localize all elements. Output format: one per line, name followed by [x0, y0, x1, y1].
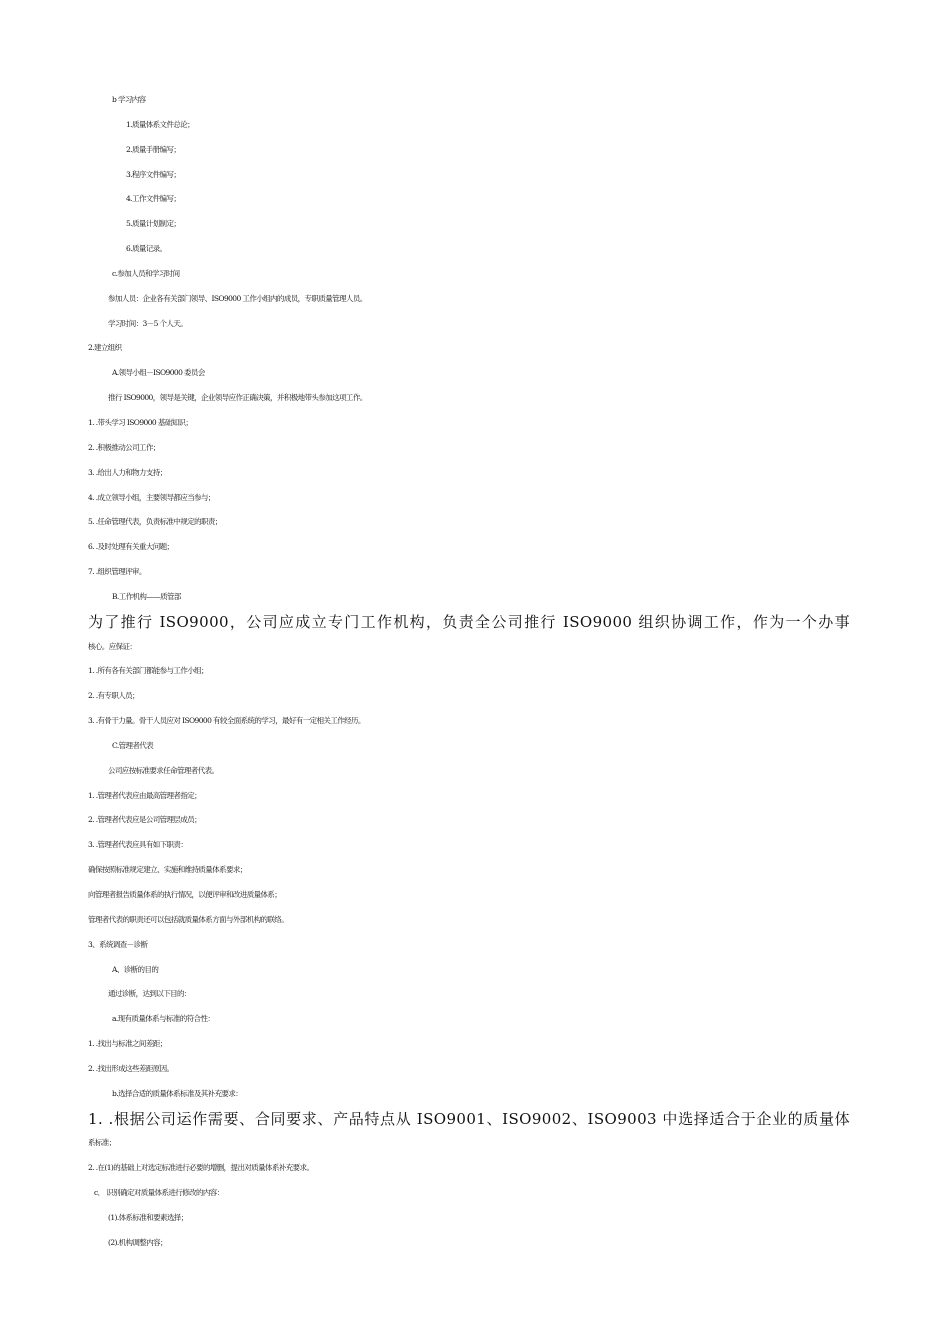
paragraph: 确保按照标准规定建立、实施和维持质量体系要求； — [88, 865, 247, 875]
list-item: 4. .成立领导小组，主要领导都应当参与； — [88, 492, 215, 502]
subsection-heading: c． 识别确定对质量体系进行修改的内容： — [94, 1188, 224, 1198]
paragraph: 公司应按标准要求任命管理者代表。 — [108, 765, 219, 775]
list-item: 1. .管理者代表应由最高管理者指定； — [88, 790, 202, 800]
section-heading: 3、系统调查－诊断 — [88, 939, 148, 949]
subsection-heading: c.参加人员和学习时间 — [112, 268, 180, 278]
subsection-heading: A、诊断的目的 — [112, 964, 159, 974]
list-item: 2. .有专职人员； — [88, 691, 139, 701]
list-item: 系标准； — [88, 1138, 116, 1148]
list-item: 2. .找出形成这些差距原因。 — [88, 1063, 174, 1073]
subsection-heading: a.现有质量体系与标准的符合性： — [112, 1014, 215, 1024]
subsection-heading: C.管理者代表 — [112, 740, 154, 750]
list-item: 2.质量手册编写； — [126, 144, 181, 154]
list-item: 2. .管理者代表应是公司管理层成员； — [88, 815, 202, 825]
list-item: 1.质量体系文件总论； — [126, 119, 195, 129]
list-item: 3.程序文件编写； — [126, 169, 181, 179]
list-item: 3. .管理者代表应具有如下职责： — [88, 840, 188, 850]
paragraph: 管理者代表的职责还可以包括就质量体系方面与外部机构的联络。 — [88, 914, 289, 924]
subsection-heading: b.选择合适的质量体系标准及其补充要求： — [112, 1088, 243, 1098]
list-item: 1. .所有各有关部门都能参与工作小组； — [88, 666, 208, 676]
paragraph: 学习时间：3－5 个人天。 — [108, 318, 188, 328]
section-heading: 2.建立组织 — [88, 343, 122, 353]
list-item: 6. .及时处理有关重大问题； — [88, 542, 174, 552]
list-item: 1. .带头学习 ISO9000 基础知识； — [88, 417, 193, 427]
paragraph: 核心。应保证： — [88, 641, 137, 651]
list-item: 2. .积极推动公司工作； — [88, 442, 160, 452]
subsection-heading: A.领导小组－ISO9000 委员会 — [112, 368, 205, 378]
paragraph: 为了推行 ISO9000，公司应成立专门工作机构，负责全公司推行 ISO9000 组织协调工作，作为一个办事 — [88, 612, 850, 631]
list-item: 4.工作文件编写； — [126, 194, 181, 204]
list-item: 1. .找出与标准之间差距； — [88, 1039, 167, 1049]
list-item: 3. .有骨干力量。骨干人员应对 ISO9000 有较全面系统的学习，最好有一定相关工作经历。 — [88, 716, 365, 726]
list-item: 1. .根据公司运作需要、合同要求、产品特点从 ISO9001、ISO9002、ISO9003 中选择适合于企业的质量体 — [88, 1109, 850, 1128]
list-item: 6.质量记录。 — [126, 244, 167, 254]
paragraph: 参加人员：企业各有关部门领导、ISO9000 工作小组内的成员，专职质量管理人员。 — [108, 293, 367, 303]
list-item: 2. .在(1)的基础上对选定标准进行必要的增删，提出对质量体系补充要求。 — [88, 1163, 314, 1173]
list-item: (2).机构调整内容； — [108, 1237, 167, 1247]
paragraph: 推行 ISO9000，领导是关键，企业领导应作正确决策，并积极地带头参加这项工作。 — [108, 393, 367, 403]
list-item: 5.质量计划制定； — [126, 219, 181, 229]
list-item: 5. .任命管理代表，负责标准中规定的职责； — [88, 517, 222, 527]
list-item: (1).体系标准和要素选择； — [108, 1212, 188, 1222]
list-item: 3. .给出人力和物力支持； — [88, 467, 167, 477]
paragraph: 向管理者报告质量体系的执行情况，以便评审和改进质量体系； — [88, 890, 282, 899]
list-item: 7. .组织管理评审。 — [88, 567, 146, 577]
document-page — [0, 88, 950, 1256]
subsection-heading: B.工作机构——质管部 — [112, 591, 181, 601]
paragraph: 通过诊断，达到以下目的： — [108, 989, 191, 999]
subsection-heading: b 学习内容 — [112, 95, 146, 104]
